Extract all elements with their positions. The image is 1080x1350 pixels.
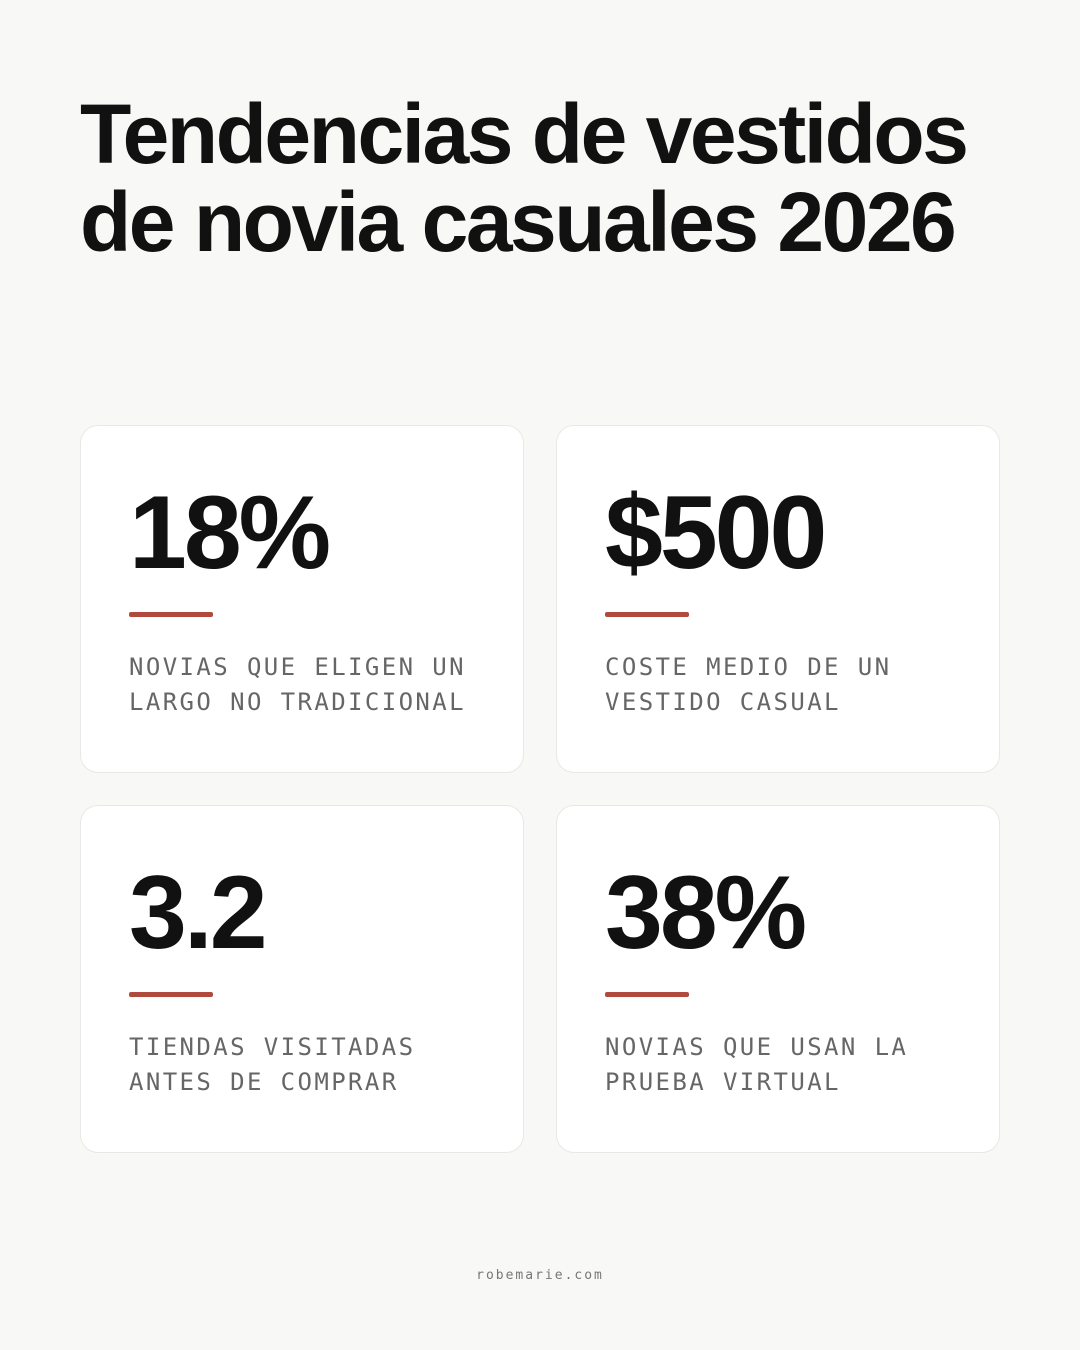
stat-card	[556, 805, 1000, 1153]
accent-divider	[129, 612, 213, 617]
footer-website: robemarie.com	[476, 1268, 604, 1283]
accent-divider	[605, 992, 689, 997]
accent-divider	[605, 612, 689, 617]
stat-label: TIENDAS VISITADAS ANTES DE COMPRAR	[129, 1033, 416, 1096]
stat-label: NOVIAS QUE USAN LA PRUEBA VIRTUAL	[605, 1033, 909, 1096]
stat-card	[80, 805, 524, 1153]
stat-value: 38%	[605, 855, 805, 971]
stats-grid	[80, 425, 1000, 1153]
stat-value: $500	[605, 475, 825, 591]
stat-label: COSTE MEDIO DE UN VESTIDO CASUAL	[605, 653, 892, 716]
stat-label: NOVIAS QUE ELIGEN UN LARGO NO TRADICIONAL	[129, 653, 466, 716]
accent-divider	[129, 992, 213, 997]
page-title: Tendencias de vestidos de novia casuales 2026	[80, 87, 967, 269]
stat-value: 18%	[129, 475, 329, 591]
stat-card	[556, 425, 1000, 773]
stat-card	[80, 425, 524, 773]
stat-value: 3.2	[129, 855, 265, 971]
